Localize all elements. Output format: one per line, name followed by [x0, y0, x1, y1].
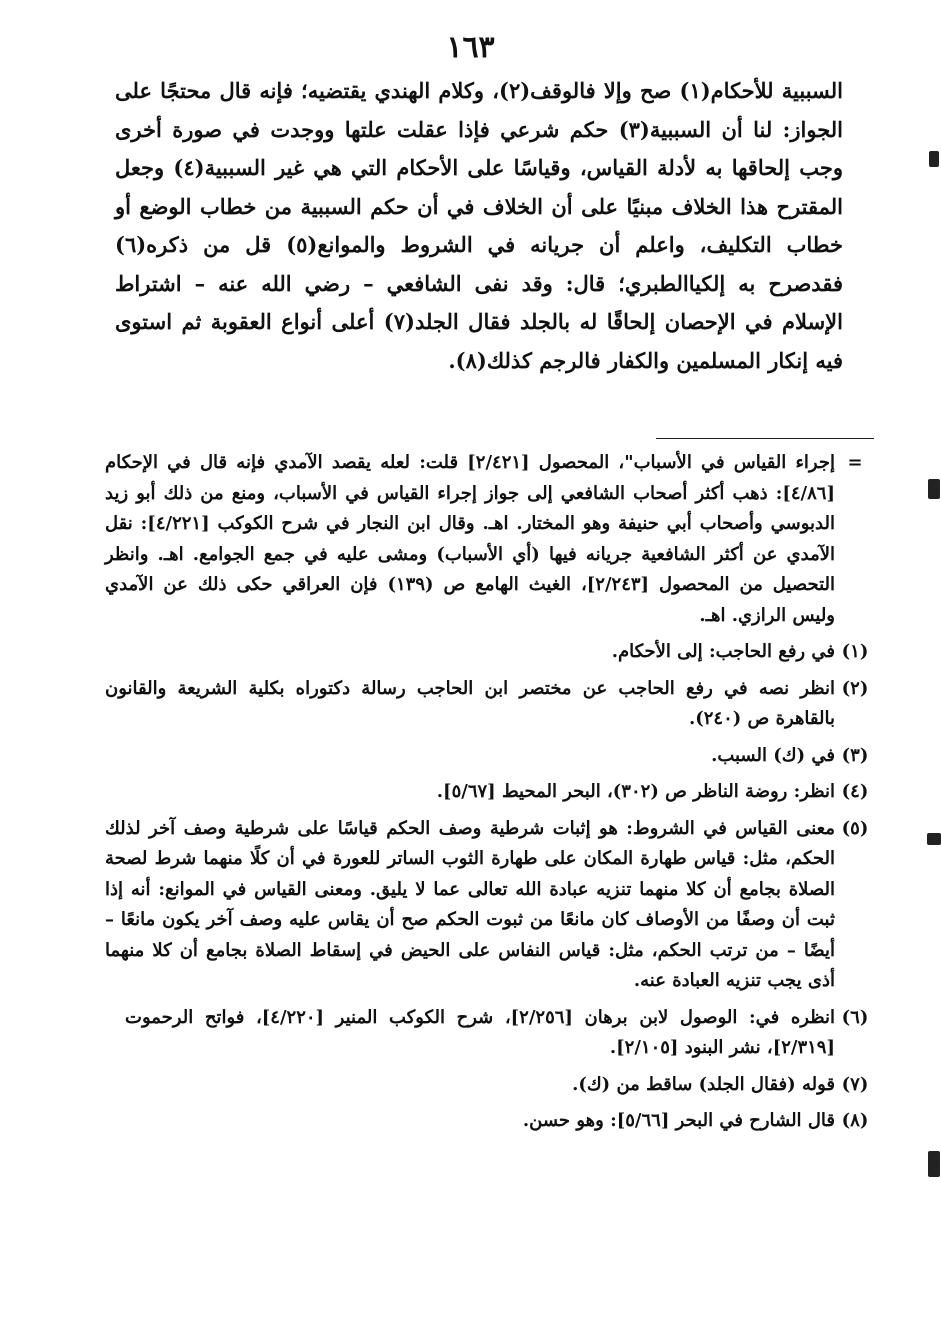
footnote-text: انظر نصه في رفع الحاجب عن مختصر ابن الحاجب رسالة دكتوراه بكلية الشريعة والقانون بالقاهرة ص (٢٤٠). — [105, 677, 835, 729]
footnote-text: قال الشارح في البحر [٥/٦٦]: وهو حسن. — [522, 1110, 835, 1131]
footnote-number: (٧) — [841, 1073, 869, 1095]
footnote-2 — [105, 674, 875, 735]
footnote-6 — [105, 1003, 875, 1064]
footnote-number: (٥) — [841, 817, 869, 839]
scan-edge-mark — [929, 151, 939, 167]
scan-edge-mark — [928, 1151, 940, 1177]
footnote-text: معنى القياس في الشروط: هو إثبات شرطية وصف الحكم قياسًا على شرطية وصف آخر لذلك الحكم، مثل: قياس طهارة المكان على طهارة الثوب الساتر للعورة في أن كلًا منهما شرط لصحة الصلاة بجامع أن كلا منهما تنزيه عبادة الله تعالى عما لا يليق. ومعنى القياس في الموانع: أنه إذا ثبت أن وصفًا من الأوصاف كان مانعًا من ثبوت الحكم صح أن يقاس عليه وصف آخر يكون مانعًا – أيضًا – من ترتب الحكم، مثل: قياس النفاس على الحيض في إسقاط الصلاة بجامع أن كلا منهما أذى يجب تنزيه العبادة عنه. — [105, 817, 835, 991]
footnote-divider — [656, 438, 874, 439]
scan-edge-mark — [928, 479, 940, 499]
footnote-number: (٦) — [841, 1006, 869, 1028]
footnote-text: في (ك) السبب. — [711, 744, 835, 766]
main-text — [115, 72, 843, 380]
footnote-number: (٢) — [841, 677, 869, 699]
footnotes — [105, 448, 875, 1143]
main-paragraph: السببية للأحكام(١) صح وإلا فالوقف(٢)، وكلام الهندي يقتضيه؛ فإنه قال محتجًا على الجواز: لنا أن السببية(٣) حكم شرعي فإذا عقلت علتها ووجدت في صورة أخرى وجب إلحاقها به لأدلة القياس، وقياسًا على الأحكام التي هي غير السببية(٤) وجعل المقترح هذا الخلاف مبنيًا على أن الخلاف في أن حكم السببية من خطاب الوضع أو خطاب التكليف، واعلم أن جريانه في الشروط والموانع(٥) قل من ذكره(٦) فقدصرح به إلكياالطبري؛ قال: وقد نفى الشافعي – رضي الله عنه – اشتراط الإسلام في الإحصان إلحاقًا له بالجلد فقال الجلد(٧) أعلى أنواع العقوبة ثم استوى فيه إنكار المسلمين والكفار فالرجم كذلك(٨). — [115, 78, 844, 373]
footnote-7 — [105, 1070, 875, 1101]
footnote-number: (١) — [841, 641, 869, 662]
footnote-text: إجراء القياس في الأسباب"، المحصول [٢/٤٢١] قلت: لعله يقصد الآمدي فإنه قال في الإحكام [٤/٨٦]: ذهب أكثر أصحاب الشافعي إلى جواز إجراء القياس في الأسباب، ومنع من ذلك أبو زيد الدبوسي وأصحاب أبي حنيفة وهو المختار. اهـ. وقال ابن النجار في شرح الكوكب [٤/٢٢١]: نقل الآمدي عن أكثر الشافعية جريانه فيها (أي الأسباب) ومشى عليه في جمع الجوامع. اهـ. وانظر التحصيل من المحصول [٢/٢٤٣]، الغيث الهامع ص (١٣٩) فإن العراقي حكى ذلك عن الآمدي وليس الرازي. اهـ. — [105, 452, 836, 626]
footnote-text: انظر: روضة الناظر ص (٣٠٢)، البحر المحيط [٥/٦٧]. — [436, 781, 835, 802]
footnote-5 — [105, 814, 875, 997]
footnote-8 — [105, 1106, 875, 1137]
footnote-continuation — [105, 448, 875, 631]
page-number: ١٦٣ — [446, 30, 495, 65]
footnote-3 — [105, 741, 875, 772]
footnote-1 — [105, 637, 875, 668]
footnote-number: (٤) — [841, 781, 869, 802]
footnote-number: (٣) — [841, 744, 869, 766]
footnote-text: انظره في: الوصول لابن برهان [٢/٢٥٦]، شرح الكوكب المنير [٤/٢٢٠]، فواتح الرحموت [٢/٣١٩]، نشر البنود [٢/١٠٥]. — [125, 1006, 835, 1058]
footnote-number: = — [847, 452, 863, 473]
footnote-text: قوله (فقال الجلد) ساقط من (ك). — [572, 1073, 835, 1095]
footnote-text: في رفع الحاجب: إلى الأحكام. — [611, 641, 835, 662]
scan-edge-mark — [927, 833, 941, 845]
footnote-number: (٨) — [841, 1110, 869, 1131]
footnote-4 — [105, 777, 875, 808]
